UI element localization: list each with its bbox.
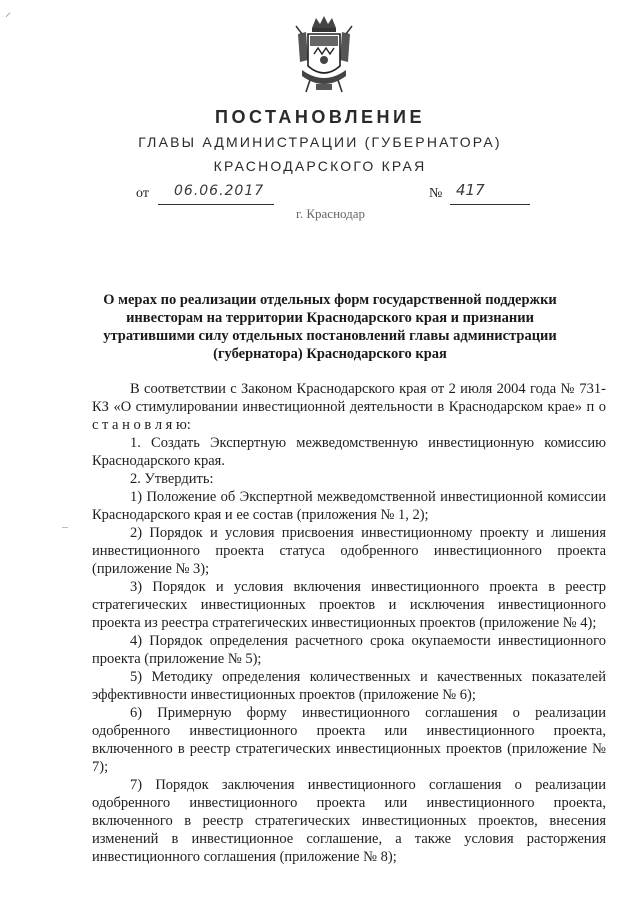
- paragraph-subitem-7: 7) Порядок заключения инвестиционного соглашения о реализации одобренного инвестиционного проекта или инвестиционного проекта, включенного в реестр стратегических инвестиционных проектов, внесения изменений в инвестиционное соглашение, а также условия расторжения инвестиционного соглашения (приложение № 8);: [92, 777, 606, 865]
- paragraph-item-2: 2. Утвердить:: [130, 471, 214, 487]
- number-value: 417: [456, 181, 485, 199]
- paragraph-item-1: 1. Создать Экспертную межведомственную инвестиционную комиссию Краснодарского края.: [92, 435, 606, 469]
- paragraph-subitem-6: 6) Примерную форму инвестиционного соглашения о реализации одобренного инвестиционного проекта или инвестиционного проекта, включенного в реестр стратегических инвестиционных проектов (приложение № 7);: [92, 705, 606, 775]
- issuer-line-1: ГЛАВЫ АДМИНИСТРАЦИИ (ГУБЕРНАТОРА): [138, 134, 502, 150]
- document-type-title: ПОСТАНОВЛЕНИЕ: [215, 107, 425, 127]
- date-label: от: [136, 186, 149, 201]
- paragraph-subitem-3: 3) Порядок и условия включения инвестиционного проекта в реестр стратегических инвестиционных проектов и исключения инвестиционного проекта из реестра стратегических инвестиционных проектов (приложение № 4);: [92, 579, 606, 631]
- coat-of-arms-icon: [292, 14, 356, 96]
- scan-corner-mark: ⸝: [5, 5, 12, 19]
- paragraph-preamble: В соответствии с Законом Краснодарского края от 2 июля 2004 года № 731-КЗ «О стимулировании инвестиционной деятельности в Краснодарском крае» п о с т а н о в л я ю:: [92, 381, 606, 433]
- issuer-line-2: КРАСНОДАРСКОГО КРАЯ: [213, 158, 427, 174]
- paragraph-subitem-1: 1) Положение об Экспертной межведомственной инвестиционной комиссии Краснодарского края и ее состав (приложения № 1, 2);: [92, 489, 606, 523]
- number-underline: [450, 204, 530, 205]
- scan-margin-mark: [62, 527, 68, 528]
- document-subject-title: О мерах по реализации отдельных форм государственной поддержки инвесторам на территории Краснодарского края и признании утратившими силу отдельных постановлений главы администрации (губернатора) Краснодарского края: [103, 292, 557, 362]
- date-underline: [158, 204, 274, 205]
- number-label: №: [429, 186, 443, 201]
- date-value: 06.06.2017: [174, 183, 265, 199]
- city-label: г. Краснодар: [296, 206, 366, 221]
- paragraph-subitem-2: 2) Порядок и условия присвоения инвестиционному проекту и лишения инвестиционного проекта статуса одобренного инвестиционного проекта (приложение № 3);: [92, 525, 606, 577]
- document-body: [92, 380, 606, 866]
- paragraph-subitem-5: 5) Методику определения количественных и качественных показателей эффективности инвестиционных проектов (приложение № 6);: [92, 669, 606, 703]
- paragraph-subitem-4: 4) Порядок определения расчетного срока окупаемости инвестиционного проекта (приложение № 5);: [92, 633, 606, 667]
